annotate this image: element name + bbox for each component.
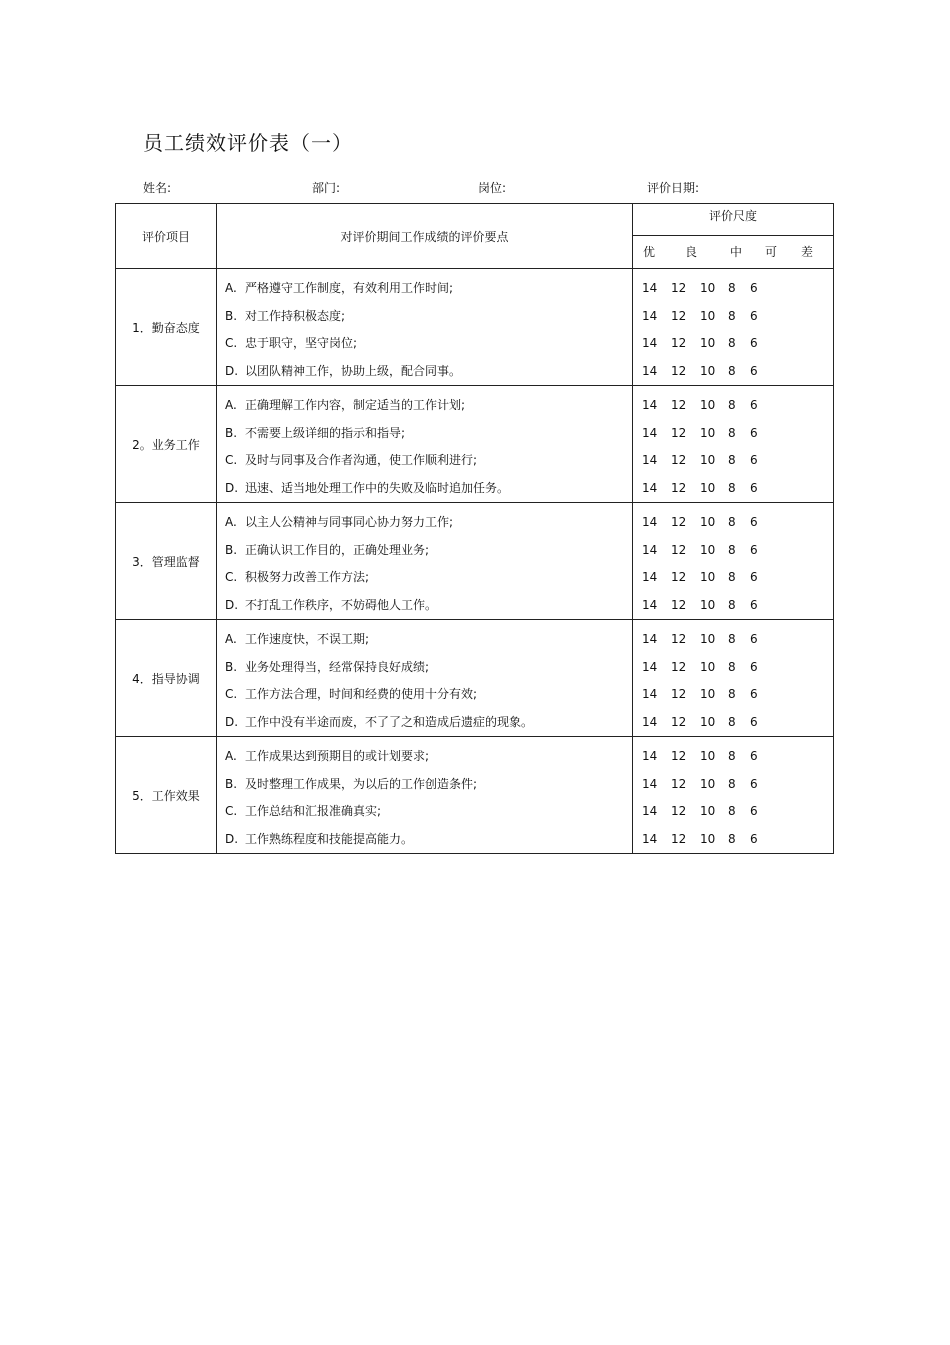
name-label: 姓名: xyxy=(143,181,172,195)
score-value: 14 xyxy=(642,687,658,701)
evaluation-point xyxy=(217,420,632,448)
score-options xyxy=(633,709,833,737)
evaluation-point xyxy=(217,537,632,565)
score-value: 6 xyxy=(750,749,758,763)
evaluation-points-cell xyxy=(217,503,633,620)
score-options xyxy=(633,771,833,799)
point-marker: A. xyxy=(225,281,237,295)
evaluation-point xyxy=(217,509,632,537)
point-marker: A. xyxy=(225,398,237,412)
evaluation-point xyxy=(217,798,632,826)
header-scale: 评价尺度 xyxy=(633,204,833,236)
score-value: 12 xyxy=(671,714,687,729)
point-marker: C. xyxy=(225,570,238,584)
score-value: 12 xyxy=(671,542,687,557)
table-row xyxy=(116,269,834,386)
point-text: 工作速度快，不误工期; xyxy=(245,632,370,646)
score-value: 10 xyxy=(700,749,716,763)
position-label: 岗位: xyxy=(478,181,507,195)
score-value: 10 xyxy=(700,425,716,440)
point-text: 正确认识工作目的，正确处理业务; xyxy=(245,542,430,557)
header-item: 评价项目 xyxy=(116,204,217,269)
score-value: 14 xyxy=(642,632,658,646)
point-text: 严格遵守工作制度，有效利用工作时间; xyxy=(245,281,454,295)
point-marker: D. xyxy=(225,831,239,846)
evaluation-point xyxy=(217,392,632,420)
score-options xyxy=(633,743,833,771)
score-value: 8 xyxy=(728,804,736,818)
score-value: 6 xyxy=(750,363,758,378)
point-marker: C. xyxy=(225,453,238,467)
evaluation-point xyxy=(217,475,632,503)
score-value: 10 xyxy=(700,515,716,529)
score-value: 6 xyxy=(750,542,758,557)
score-cell xyxy=(633,503,834,620)
score-value: 14 xyxy=(642,336,658,350)
score-value: 14 xyxy=(642,542,658,557)
score-value: 6 xyxy=(750,425,758,440)
score-cell xyxy=(633,737,834,854)
score-value: 12 xyxy=(671,804,687,818)
evaluation-point xyxy=(217,681,632,709)
evaluation-point xyxy=(217,654,632,682)
point-marker: D. xyxy=(225,597,239,612)
evaluation-item: 1．勤奋态度 xyxy=(116,269,217,386)
score-options xyxy=(633,303,833,331)
point-marker: B. xyxy=(225,308,238,323)
score-value: 14 xyxy=(642,308,658,323)
point-marker: D. xyxy=(225,480,239,495)
score-value: 10 xyxy=(700,687,716,701)
point-text: 以团队精神工作，协助上级，配合同事。 xyxy=(245,363,462,378)
score-options xyxy=(633,798,833,826)
point-text: 业务处理得当，经常保持良好成绩; xyxy=(245,659,430,674)
point-text: 不需要上级详细的指示和指导; xyxy=(245,425,406,440)
score-value: 14 xyxy=(642,597,658,612)
point-text: 及时整理工作成果，为以后的工作创造条件; xyxy=(245,776,478,791)
grade-label: 可 xyxy=(765,245,778,259)
score-value: 12 xyxy=(671,308,687,323)
score-value: 6 xyxy=(750,597,758,612)
table-row xyxy=(116,620,834,737)
score-value: 12 xyxy=(671,687,687,701)
score-value: 8 xyxy=(728,831,736,846)
score-value: 10 xyxy=(700,398,716,412)
table-row xyxy=(116,386,834,503)
department-label: 部门: xyxy=(312,181,341,195)
score-options xyxy=(633,509,833,537)
score-value: 12 xyxy=(671,831,687,846)
score-options xyxy=(633,475,833,503)
point-marker: A. xyxy=(225,632,237,646)
point-text: 工作方法合理，时间和经费的使用十分有效; xyxy=(245,687,478,701)
score-value: 14 xyxy=(642,659,658,674)
score-options xyxy=(633,392,833,420)
score-value: 10 xyxy=(700,336,716,350)
score-value: 10 xyxy=(700,308,716,323)
score-value: 12 xyxy=(671,570,687,584)
score-value: 10 xyxy=(700,480,716,495)
evaluation-point xyxy=(217,592,632,620)
point-marker: C. xyxy=(225,336,238,350)
table-row xyxy=(116,503,834,620)
score-cell xyxy=(633,269,834,386)
score-cell xyxy=(633,386,834,503)
evaluation-point xyxy=(217,564,632,592)
score-options xyxy=(633,420,833,448)
score-value: 12 xyxy=(671,453,687,467)
score-value: 12 xyxy=(671,749,687,763)
score-value: 6 xyxy=(750,804,758,818)
point-text: 工作熟练程度和技能提高能力。 xyxy=(245,831,414,846)
score-value: 14 xyxy=(642,453,658,467)
score-value: 8 xyxy=(728,749,736,763)
grade-label: 差 xyxy=(801,245,814,259)
point-marker: B. xyxy=(225,659,238,674)
score-value: 14 xyxy=(642,363,658,378)
evaluation-point xyxy=(217,330,632,358)
evaluation-item: 4．指导协调 xyxy=(116,620,217,737)
score-value: 6 xyxy=(750,480,758,495)
score-value: 8 xyxy=(728,308,736,323)
score-value: 10 xyxy=(700,570,716,584)
score-value: 6 xyxy=(750,453,758,467)
score-value: 6 xyxy=(750,831,758,846)
score-value: 12 xyxy=(671,515,687,529)
score-value: 10 xyxy=(700,831,716,846)
score-value: 6 xyxy=(750,398,758,412)
point-marker: C. xyxy=(225,804,238,818)
score-options xyxy=(633,626,833,654)
score-options xyxy=(633,275,833,303)
score-options xyxy=(633,681,833,709)
score-value: 6 xyxy=(750,570,758,584)
point-text: 工作中没有半途而废，不了了之和造成后遗症的现象。 xyxy=(245,714,534,729)
evaluation-date-label: 评价日期: xyxy=(647,181,700,195)
score-value: 8 xyxy=(728,515,736,529)
evaluation-point xyxy=(217,303,632,331)
evaluation-points-cell xyxy=(217,620,633,737)
score-value: 6 xyxy=(750,659,758,674)
score-options xyxy=(633,564,833,592)
point-marker: A. xyxy=(225,515,237,529)
score-options xyxy=(633,447,833,475)
score-value: 8 xyxy=(728,398,736,412)
score-value: 8 xyxy=(728,480,736,495)
evaluation-point xyxy=(217,771,632,799)
point-text: 忠于职守，坚守岗位; xyxy=(245,336,358,350)
score-value: 12 xyxy=(671,776,687,791)
page-title: 员工绩效评价表（一） xyxy=(143,131,353,155)
grade-label: 优 xyxy=(643,245,656,259)
score-value: 14 xyxy=(642,425,658,440)
score-value: 6 xyxy=(750,632,758,646)
score-value: 10 xyxy=(700,776,716,791)
score-options xyxy=(633,826,833,854)
score-value: 14 xyxy=(642,515,658,529)
grade-label: 良 xyxy=(685,245,698,259)
score-value: 14 xyxy=(642,831,658,846)
point-text: 工作成果达到预期目的或计划要求; xyxy=(245,749,430,763)
score-value: 14 xyxy=(642,776,658,791)
score-value: 10 xyxy=(700,659,716,674)
score-value: 10 xyxy=(700,632,716,646)
score-value: 12 xyxy=(671,363,687,378)
point-marker: B. xyxy=(225,425,238,440)
score-cell xyxy=(633,620,834,737)
score-value: 8 xyxy=(728,281,736,295)
point-text: 积极努力改善工作方法; xyxy=(245,570,370,584)
score-value: 10 xyxy=(700,363,716,378)
score-options xyxy=(633,654,833,682)
score-value: 14 xyxy=(642,570,658,584)
score-value: 8 xyxy=(728,597,736,612)
score-value: 8 xyxy=(728,687,736,701)
evaluation-item: 5．工作效果 xyxy=(116,737,217,854)
point-text: 及时与同事及合作者沟通，使工作顺利进行; xyxy=(245,453,478,467)
score-value: 14 xyxy=(642,714,658,729)
score-value: 12 xyxy=(671,480,687,495)
point-marker: B. xyxy=(225,542,238,557)
score-value: 8 xyxy=(728,714,736,729)
score-value: 10 xyxy=(700,714,716,729)
score-value: 6 xyxy=(750,308,758,323)
score-value: 8 xyxy=(728,570,736,584)
point-marker: B. xyxy=(225,776,238,791)
point-text: 以主人公精神与同事同心协力努力工作; xyxy=(245,515,454,529)
evaluation-point xyxy=(217,447,632,475)
evaluation-item: 2。业务工作 xyxy=(116,386,217,503)
grade-label: 中 xyxy=(730,245,743,259)
score-value: 10 xyxy=(700,453,716,467)
score-value: 12 xyxy=(671,425,687,440)
score-value: 14 xyxy=(642,398,658,412)
score-value: 12 xyxy=(671,632,687,646)
evaluation-point xyxy=(217,743,632,771)
score-value: 8 xyxy=(728,336,736,350)
score-options xyxy=(633,358,833,386)
point-marker: D. xyxy=(225,714,239,729)
score-value: 14 xyxy=(642,281,658,295)
point-text: 对工作持积极态度; xyxy=(245,308,346,323)
score-value: 10 xyxy=(700,281,716,295)
point-marker: A. xyxy=(225,749,237,763)
score-value: 6 xyxy=(750,515,758,529)
score-value: 14 xyxy=(642,480,658,495)
score-value: 8 xyxy=(728,659,736,674)
score-value: 14 xyxy=(642,749,658,763)
point-text: 不打乱工作秩序，不妨碍他人工作。 xyxy=(245,597,438,612)
evaluation-point xyxy=(217,275,632,303)
point-text: 工作总结和汇报准确真实; xyxy=(245,804,382,818)
evaluation-point xyxy=(217,709,632,737)
point-text: 迅速、适当地处理工作中的失败及临时追加任务。 xyxy=(245,480,510,495)
score-value: 10 xyxy=(700,597,716,612)
table-header-row xyxy=(116,204,834,269)
score-value: 8 xyxy=(728,453,736,467)
score-value: 12 xyxy=(671,336,687,350)
table-row xyxy=(116,737,834,854)
score-value: 6 xyxy=(750,776,758,791)
point-marker: C. xyxy=(225,687,238,701)
header-points: 对评价期间工作成绩的评价要点 xyxy=(217,204,633,269)
evaluation-point xyxy=(217,826,632,854)
grade-labels xyxy=(633,236,833,268)
score-value: 10 xyxy=(700,542,716,557)
point-marker: D. xyxy=(225,363,239,378)
score-options xyxy=(633,537,833,565)
score-value: 12 xyxy=(671,398,687,412)
score-value: 8 xyxy=(728,425,736,440)
score-value: 6 xyxy=(750,281,758,295)
score-value: 12 xyxy=(671,597,687,612)
score-value: 6 xyxy=(750,687,758,701)
evaluation-points-cell xyxy=(217,269,633,386)
score-value: 6 xyxy=(750,336,758,350)
score-options xyxy=(633,592,833,620)
evaluation-points-cell xyxy=(217,737,633,854)
score-value: 12 xyxy=(671,281,687,295)
score-value: 6 xyxy=(750,714,758,729)
score-value: 8 xyxy=(728,363,736,378)
evaluation-point xyxy=(217,358,632,386)
score-options xyxy=(633,330,833,358)
evaluation-item: 3．管理监督 xyxy=(116,503,217,620)
score-value: 14 xyxy=(642,804,658,818)
score-value: 8 xyxy=(728,776,736,791)
header-scale-cell xyxy=(633,204,834,269)
score-value: 12 xyxy=(671,659,687,674)
score-value: 8 xyxy=(728,632,736,646)
point-text: 正确理解工作内容，制定适当的工作计划; xyxy=(245,398,466,412)
score-value: 8 xyxy=(728,542,736,557)
evaluation-points-cell xyxy=(217,386,633,503)
evaluation-table xyxy=(115,203,834,854)
score-value: 10 xyxy=(700,804,716,818)
evaluation-point xyxy=(217,626,632,654)
